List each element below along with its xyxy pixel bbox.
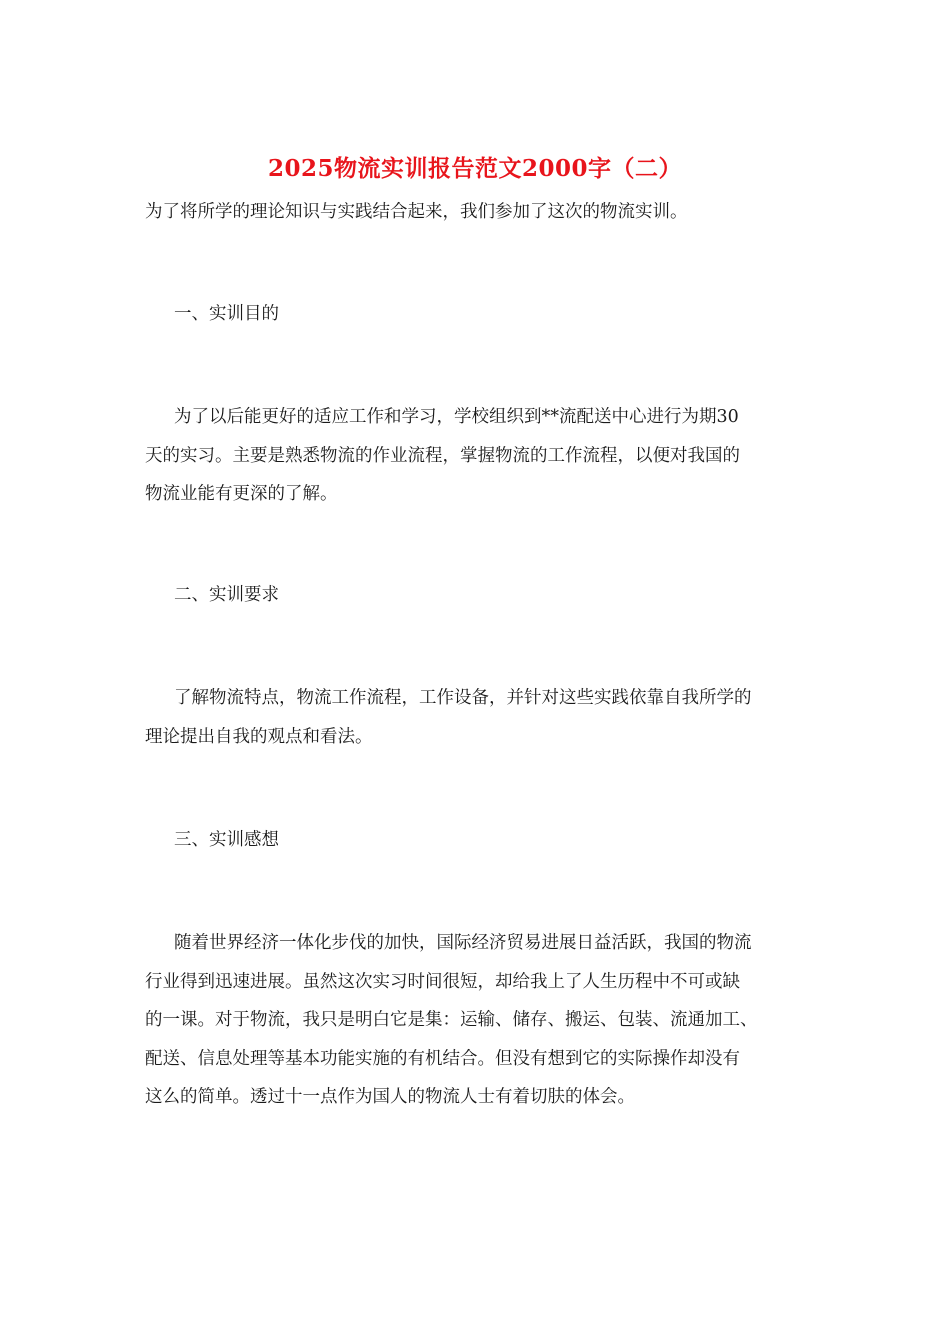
- section-paragraph-requirements: [145, 679, 815, 756]
- section-heading-purpose: 一、实训目的: [174, 304, 279, 324]
- paragraph-line: 了解物流特点，物流工作流程，工作设备，并针对这些实践依靠自我所学的: [174, 688, 752, 708]
- section-paragraph-purpose: [145, 398, 815, 514]
- paragraph-line: 配送、信息处理等基本功能实施的有机结合。但没有想到它的实际操作却没有: [145, 1048, 740, 1069]
- section-paragraph-reflections: [145, 924, 815, 1117]
- paragraph-line: 天的实习。主要是熟悉物流的作业流程，掌握物流的工作流程，以便对我国的: [145, 445, 740, 466]
- document-title: 2025物流实训报告范文2000字（二）: [267, 155, 683, 182]
- paragraph-line: 为了以后能更好的适应工作和学习，学校组织到**流配送中心进行为期30: [174, 407, 739, 427]
- paragraph-line: 行业得到迅速进展。虽然这次实习时间很短，却给我上了人生历程中不可或缺: [145, 971, 740, 992]
- paragraph-line: 这么的简单。透过十一点作为国人的物流人士有着切肤的体会。: [145, 1087, 635, 1107]
- intro-paragraph: 为了将所学的理论知识与实践结合起来，我们参加了这次的物流实训。: [145, 202, 688, 222]
- paragraph-line: 的一课。对于物流，我只是明白它是集：运输、储存、搬运、包装、流通加工、: [145, 1010, 758, 1030]
- paragraph-line: 理论提出自我的观点和看法。: [145, 726, 373, 747]
- section-heading-reflections: 三、实训感想: [174, 830, 279, 850]
- paragraph-line: 物流业能有更深的了解。: [145, 484, 338, 504]
- section-heading-requirements: 二、实训要求: [174, 585, 279, 605]
- paragraph-line: 随着世界经济一体化步伐的加快，国际经济贸易进展日益活跃，我国的物流: [174, 933, 752, 953]
